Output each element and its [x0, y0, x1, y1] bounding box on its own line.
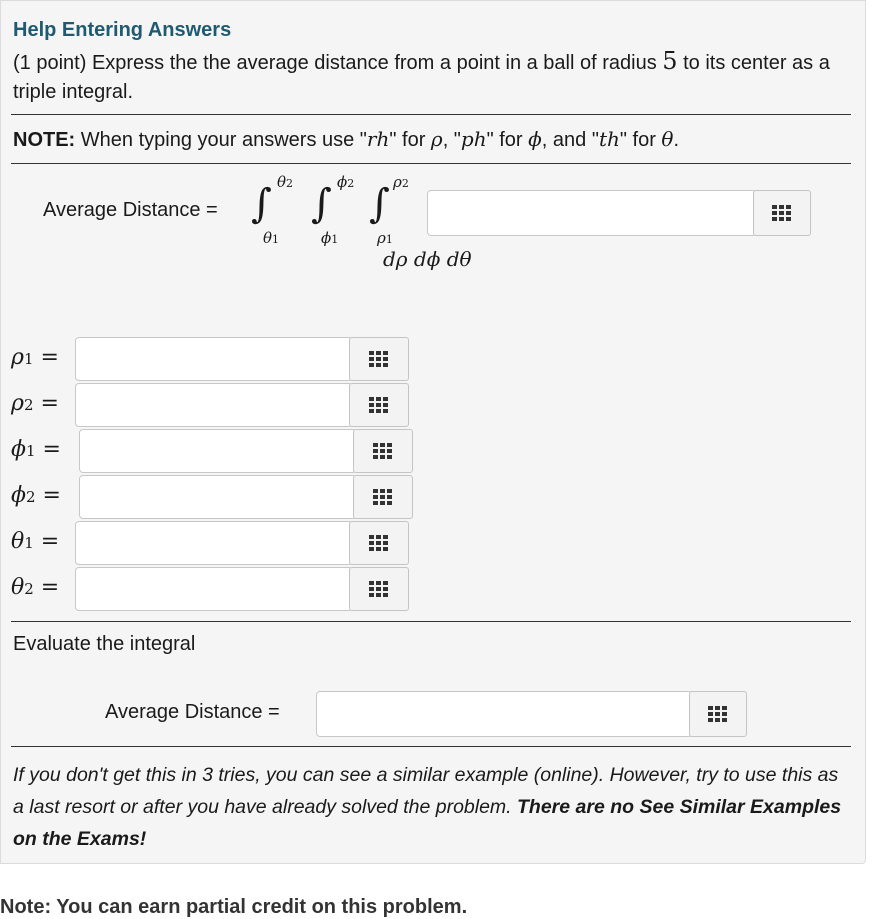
partial-credit-note: Note: You can earn partial credit on this problem. — [0, 896, 468, 918]
bound-subscript: 1 — [26, 442, 36, 460]
bound-subscript: 2 — [26, 488, 36, 506]
bound-symbol: ϕ — [11, 483, 26, 508]
note-line — [13, 127, 679, 152]
matrix-grid-icon — [369, 535, 389, 551]
equals-sign: = — [40, 529, 60, 554]
integrand-equation-editor-button[interactable] — [753, 190, 811, 236]
bound-equation-editor-button[interactable] — [349, 567, 409, 611]
note-text: " for — [389, 129, 426, 151]
radius-value: 5 — [662, 47, 678, 75]
footer-bold-warning: There are no See Similar Examples on the Exams! — [13, 796, 842, 850]
lower-limit-phi: ϕ1 — [321, 229, 339, 247]
bound-input[interactable] — [79, 429, 357, 473]
bound-symbol: ϕ — [11, 437, 26, 462]
see-similar-note — [13, 759, 843, 855]
note-rh: rh — [366, 127, 390, 151]
note-text: , " — [442, 129, 461, 151]
equals-sign: = — [40, 345, 59, 370]
bound-label — [11, 529, 59, 554]
equals-sign: = — [42, 437, 61, 462]
average-distance-result-label: Average Distance = — [105, 701, 280, 723]
bound-input[interactable] — [75, 567, 353, 611]
bound-label — [11, 437, 61, 462]
bound-symbol: θ — [11, 529, 25, 554]
note-text: When typing your answers use " — [80, 129, 367, 151]
integral-sign-phi: ∫ — [311, 181, 332, 227]
note-text: " for — [486, 129, 523, 151]
bound-subscript: 2 — [24, 580, 34, 598]
help-entering-answers-link[interactable]: Help Entering Answers — [13, 19, 232, 41]
problem-points: (1 point) — [13, 52, 87, 74]
divider-top — [11, 114, 851, 115]
divider-bounds — [11, 621, 851, 622]
bound-equation-editor-button[interactable] — [353, 429, 413, 473]
bound-equation-editor-button[interactable] — [349, 383, 409, 427]
result-equation-editor-button[interactable] — [689, 691, 747, 737]
note-th: th — [598, 127, 620, 151]
equals-sign: = — [40, 575, 60, 600]
bound-input[interactable] — [79, 475, 357, 519]
bound-input[interactable] — [75, 383, 353, 427]
equals-sign: = — [42, 483, 61, 508]
problem-text-before: Express the the average distance from a point in a ball of radius — [91, 52, 657, 74]
matrix-grid-icon — [708, 706, 728, 722]
bound-subscript: 2 — [23, 396, 34, 414]
note-ph: ph — [460, 127, 487, 151]
note-phi-symbol: ϕ — [528, 127, 542, 151]
bound-equation-editor-button[interactable] — [349, 521, 409, 565]
upper-limit-theta: θ2 — [277, 173, 294, 191]
bound-label — [11, 483, 61, 508]
footer-text: If you don't get this in 3 tries, you can see a similar example (online). However, try to use this as a last resort or after you have already solved the problem. — [13, 764, 839, 818]
bound-label — [11, 345, 59, 370]
upper-limit-rho: ρ2 — [393, 173, 409, 191]
note-theta-symbol: θ — [661, 127, 674, 151]
matrix-grid-icon — [373, 489, 393, 505]
evaluate-heading: Evaluate the integral — [13, 633, 196, 655]
average-distance-result-input[interactable] — [316, 691, 693, 737]
note-text: " for — [619, 129, 656, 151]
matrix-grid-icon — [369, 581, 389, 597]
note-label: NOTE: — [13, 129, 76, 151]
problem-text-after: to its center as a triple integral. — [13, 52, 830, 103]
bound-input[interactable] — [75, 521, 353, 565]
differentials: dρ dϕ dθ — [383, 247, 472, 271]
integrand-input[interactable] — [427, 190, 757, 236]
matrix-grid-icon — [373, 443, 393, 459]
lower-limit-rho: ρ1 — [377, 229, 393, 247]
bound-symbol: θ — [11, 575, 25, 600]
note-text: , and " — [541, 129, 599, 151]
bound-symbol: ρ — [11, 391, 24, 416]
bound-input[interactable] — [75, 337, 353, 381]
equals-sign: = — [40, 391, 59, 416]
matrix-grid-icon — [772, 205, 792, 221]
integral-sign-theta: ∫ — [251, 181, 272, 227]
integral-sign-rho: ∫ — [369, 181, 390, 227]
matrix-grid-icon — [369, 351, 389, 367]
divider-note — [11, 163, 851, 164]
divider-footer — [11, 746, 851, 747]
bound-subscript: 1 — [24, 534, 34, 552]
matrix-grid-icon — [369, 397, 389, 413]
bound-equation-editor-button[interactable] — [353, 475, 413, 519]
average-distance-integral-label: Average Distance = — [43, 199, 218, 221]
problem-statement — [13, 47, 833, 107]
note-text: . — [673, 129, 680, 151]
bound-label — [11, 391, 59, 416]
bound-equation-editor-button[interactable] — [349, 337, 409, 381]
bound-label — [11, 575, 59, 600]
lower-limit-theta: θ1 — [263, 229, 280, 247]
bound-symbol: ρ — [11, 345, 24, 370]
bound-subscript: 1 — [23, 350, 34, 368]
note-rho-symbol: ρ — [430, 127, 443, 151]
upper-limit-phi: ϕ2 — [337, 173, 355, 191]
